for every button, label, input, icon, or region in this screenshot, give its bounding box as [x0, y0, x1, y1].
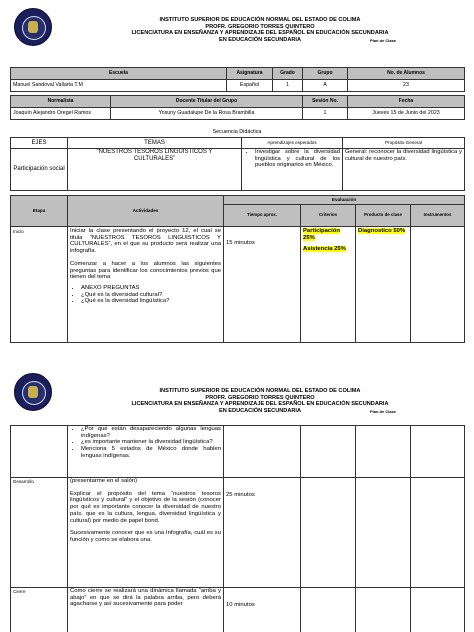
header-line-4: EN EDUCACIÓN SECUNDARIA [218, 36, 302, 43]
desarrollo-activities [68, 478, 224, 588]
value-grado: 1 [273, 80, 303, 92]
col-aprendizajes: Aprendizajes esperados [242, 138, 343, 149]
inicio-bullet: • ¿Qué es la diversidad cultural? [81, 292, 221, 299]
activities-table [10, 195, 465, 343]
value-alumnos: 23 [348, 80, 465, 92]
value-escuela: Manuel Sandoval Vallarta T.M [11, 80, 227, 92]
inicio-bullet: • ¿Por qué están desapareciendo algunas lenguas indígenas? [81, 426, 221, 439]
col-escuela: Escuela [11, 68, 227, 80]
col-tiempo: Tiempo aprox. [224, 205, 301, 227]
header-line-1: INSTITUTO SUPERIOR DE EDUCACIÓN NORMAL DEL ESTADO DE COLIMA [159, 388, 361, 394]
value-sesion: 1 [303, 108, 348, 120]
header-line-1: INSTITUTO SUPERIOR DE EDUCACIÓN NORMAL DEL ESTADO DE COLIMA [159, 17, 361, 23]
aprendizaje-value [242, 149, 343, 191]
inicio-producto [356, 227, 411, 343]
desarrollo-paragraph-3: Sucesivamente conocer que es una Infografía, cuál es su función y como se elabora una. [70, 530, 221, 543]
header-line-2: PROFR. GREGORIO TORRES QUINTERO [205, 23, 315, 30]
producto-diagnostico: Diagnostico 50% [358, 228, 406, 234]
col-sesion: Sesión No. [303, 96, 348, 108]
inicio-continuation [68, 426, 224, 478]
etapa-desarrollo: Desarrollo [11, 478, 68, 588]
cierre-producto [356, 588, 411, 632]
inicio-bullet: • ¿es importante mantener la diversidad lingüística? [81, 439, 221, 446]
inicio-instrumentos [411, 227, 465, 343]
desarrollo-tiempo: 25 minutos [224, 478, 301, 588]
tiempo-empty [224, 426, 301, 478]
inicio-paragraph-1: Iniciar la clase presentando el proyecto 12, el cual se titula “NUESTROS TESOROS LINGUISTICOS Y CULTURALES”, en el que su producto será realizar una infografía. [70, 228, 221, 255]
inicio-paragraph-2: Comenzar a hacer a los alumnos las siguientes preguntas para identificar los conocimientos previos que tienen del tema [70, 260, 221, 281]
header-line-3: LICENCIATURA EN ENSEÑANZA Y APRENDIZAJE DEL ESPAÑOL EN EDUCACIÓN SECUNDARIA [131, 30, 389, 36]
info-table [10, 67, 465, 92]
cierre-criterios [301, 588, 356, 632]
col-criterios: Criterios [301, 205, 356, 227]
criterio-participacion: Participación 25% [303, 228, 340, 241]
desarrollo-paragraph-1: (presentarme en el salón) [70, 478, 138, 484]
document-header-page-2 [60, 388, 460, 414]
activities-table-page-2 [10, 425, 465, 632]
col-producto: Producto de clase [356, 205, 411, 227]
col-proposito: Propósito General [343, 138, 465, 149]
eje-value: Participación social [11, 149, 68, 191]
instrumentos-empty [411, 426, 465, 478]
desarrollo-criterios [301, 478, 356, 588]
info-table-2 [10, 95, 465, 120]
value-fecha: Jueves 15 de Junio del 2023 [348, 108, 465, 120]
criterio-asistencia: Asistencia 25% [303, 245, 346, 252]
col-instrumentos: Instrumentos [411, 205, 465, 227]
col-temas: TEMAS [68, 138, 242, 149]
desarrollo-instrumentos [411, 478, 465, 588]
inicio-bullet: • Menciona 5 estados de México donde hablen lenguas indígenas. [81, 446, 221, 459]
col-docente: Docente Titular del Grupo [111, 96, 303, 108]
inicio-bullet: • ¿Qué es la diversidad lingüística? [81, 298, 221, 305]
cierre-activities: Como cierre se realizará una dinámica llamada “arriba y abajo” en que se dirá la palabra arriba, pero deberá agacharse y así sucesivamente para poder [68, 588, 224, 632]
etapa-inicio: Inicio [11, 227, 68, 343]
proposito-value: General: reconocer la diversidad lingüística y cultural de nuestro país. [343, 149, 465, 191]
desarrollo-paragraph-2: Explicar el propósito del tema “nuestros tesoros lingüísticos y cultural” y el objetivo de la sesión (conocer por qué es importante conocer la diversidad de nuestro país, que es la cultura, lengua, diversidad lingüística y cultural) por medio de papel bond. [70, 490, 221, 524]
header-line-4: EN EDUCACIÓN SECUNDARIA [218, 407, 302, 414]
col-asignatura: Asignatura [227, 68, 273, 80]
school-logo-icon [14, 8, 52, 46]
value-normalista: Joaquín Alejandro Oregel Ramos [11, 108, 111, 120]
value-asignatura: Español [227, 80, 273, 92]
criterios-empty [301, 426, 356, 478]
desarrollo-producto [356, 478, 411, 588]
cierre-tiempo: 10 minutos [224, 588, 301, 632]
inicio-criterios [301, 227, 356, 343]
plan-label: Plan de Clase [370, 37, 397, 43]
col-grado: Grado [273, 68, 303, 80]
col-normalista: Normalista [11, 96, 111, 108]
col-ejes: EJES [11, 138, 68, 149]
col-actividades: Actividades [68, 196, 224, 227]
aprendizaje-item: • Investigar sobre la diversidad lingüística y cultural de los pueblos originarios en México. [255, 149, 340, 169]
col-alumnos: No. de Alumnos [348, 68, 465, 80]
etapa-cierre: Cierre [11, 588, 68, 632]
col-grupo: Grupo [303, 68, 348, 80]
inicio-activities [68, 227, 224, 343]
header-line-2: PROFR. GREGORIO TORRES QUINTERO [205, 394, 315, 401]
producto-empty [356, 426, 411, 478]
col-evaluacion: Evaluación [224, 196, 465, 205]
sequence-table [10, 137, 465, 191]
plan-label: Plan de Clase [370, 408, 397, 414]
value-docente: Yosuny Guadalupe De la Rosa Brambilla [111, 108, 303, 120]
etapa-empty [11, 426, 68, 478]
header-line-3: LICENCIATURA EN ENSEÑANZA Y APRENDIZAJE DEL ESPAÑOL EN EDUCACIÓN SECUNDARIA [131, 401, 389, 407]
document-header [60, 17, 460, 43]
inicio-tiempo: 15 minutos [224, 227, 301, 343]
cierre-instrumentos [411, 588, 465, 632]
col-etapa: Etapa [11, 196, 68, 227]
school-logo-icon [14, 373, 52, 411]
inicio-bullet: • ANEXO PREGUNTAS [81, 285, 221, 292]
sequence-title: Secuencia Didáctica [212, 129, 262, 135]
tema-value: “NUESTROS TESOROS LINGUISTICOS Y CULTURALES” [68, 149, 242, 191]
value-grupo: A [303, 80, 348, 92]
col-fecha: Fecha [348, 96, 465, 108]
